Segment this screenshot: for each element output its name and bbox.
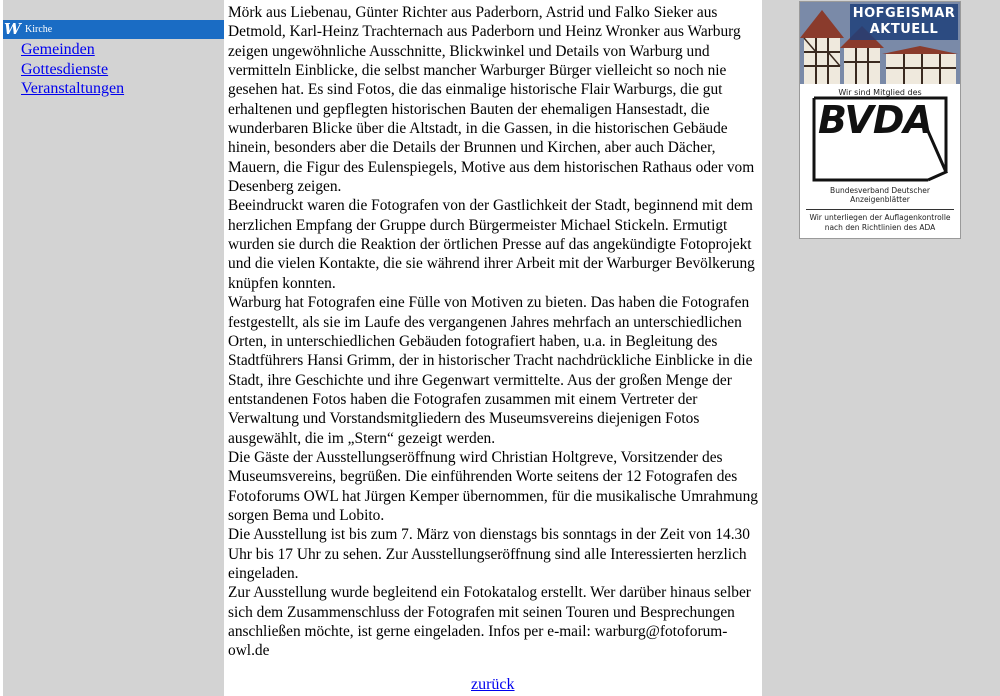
article-paragraph: Mörk aus Liebenau, Günter Richter aus Paderborn, Astrid und Falko Sieker aus Detmold, Karl-Heinz Trachternach aus Paderborn und Heinz Wronker aus Warburg zeigen ungewöhnliche Ausschnitte, Blickwinkel und Details von Warburg und vermitteln Einblicke, die selbst mancher Warburger Bürger vielleicht so noch nie gesehen hat. Es sind Fotos, die das einmalige historische Flair Warburgs, die gut erhaltenen und gepflegten historischen Bauten der ehemaligen Hansestadt, die wunderbaren Blicke über die Altstadt, in die Gassen, in die historischen Gebäude hinein, besonders aber die Details der Brunnen und Kirchen, aber auch Dächer, Mauern, die Figur des Eulenspiegels, Motive aus dem historischen Rathaus oder vom Desenberg zeigen. (228, 4, 755, 196)
publication-title-line: HOFGEISMAR (852, 6, 956, 21)
bvda-badge[interactable] (799, 1, 961, 239)
main-content (227, 0, 762, 696)
badge-fullname (800, 186, 960, 204)
kirche-logo-icon: W (4, 20, 18, 38)
badge-note (800, 213, 960, 232)
badge-divider (806, 209, 954, 210)
badge-member-text: Wir sind Mitglied des (838, 88, 922, 97)
article-paragraph: Die Gäste der Ausstellungseröffnung wird Christian Holtgreve, Vorsitzender des Museumsvereins, begrüßen. Die einführenden Worte seitens der 12 Fotografen des Fotoforums OWL hat Jürgen Kemper übernommen, für die musikalische Umrahmung sorgen Bema und Lobito. (228, 448, 759, 524)
sidebar-nav (21, 40, 124, 99)
article-paragraph: Zur Ausstellung wurde begleitend ein Fotokatalog erstellt. Wer darüber hinaus selber sich dem Zusammenschluss der Fotografen mit seinen Touren und Besprechungen anschließen möchte, ist gerne eingeladen. Infos per e-mail: warburg@fotoforum-owl.de (228, 584, 751, 660)
badge-fullname-line: Anzeigenblätter (850, 195, 910, 204)
badge-acronym: BVDA (818, 98, 932, 142)
left-sidebar (3, 0, 224, 696)
article-paragraph: Warburg hat Fotografen eine Fülle von Motiven zu bieten. Das haben die Fotografen festgestellt, als sie im Laufe des vergangenen Jahres mehrfach an unterschiedlichen Orten, in unterschiedlichen Gebäuden fotografiert haben, u.a. in Begleitung des Stadtführers Hansi Grimm, der in historischer Tracht nachdrückliche Einblicke in die Stadt, ihre Geschichte und ihre Gegenwart vermittelte. Aus der großen Menge der entstandenen Fotos haben die Fotografen zusammen mit einem Vertreter der Verwaltung und Vorstandsmitgliedern des Museumsvereins diejenigen Fotos ausgewählt, die im „Stern“ gezeigt werden. (228, 294, 753, 447)
badge-note-line: nach den Richtlinien des ADA (824, 222, 936, 232)
sidebar-link-veranstaltungen[interactable]: Veranstaltungen (21, 80, 125, 97)
nav-header (3, 20, 224, 39)
article-paragraph: Die Ausstellung ist bis zum 7. März von dienstags bis sonntags in der Zeit von 14.30 Uhr bis 17 Uhr zu sehen. Zur Ausstellungseröffnung sind alle Interessierten herzlich eingeladen. (228, 526, 750, 582)
publication-title-line: AKTUELL (869, 22, 939, 37)
back-link[interactable]: zurück (471, 676, 515, 693)
article-paragraph: Beeindruckt waren die Fotografen von der Gastlichkeit der Stadt, beginnend mit dem herzlichen Empfang der Gruppe durch Bürgermeister Michael Stickeln. Ermutigt wurden sie durch die Reaktion der örtlichen Presse auf das angekündigte Fotoprojekt und die vielen Kontakte, die sie während ihrer Arbeit mit der Warburger Bevölkerung knüpfen konnten. (228, 197, 755, 292)
article-body (228, 3, 766, 661)
nav-header-title: Kirche (25, 24, 53, 35)
right-sidebar (762, 0, 1000, 696)
badge-note-line: Wir unterliegen der Auflagenkontrolle (809, 213, 951, 222)
sidebar-link-gottesdienste[interactable]: Gottesdienste (21, 60, 109, 78)
badge-fullname-line: Bundesverband Deutscher (830, 186, 930, 195)
sidebar-link-gemeinden[interactable]: Gemeinden (21, 41, 95, 58)
